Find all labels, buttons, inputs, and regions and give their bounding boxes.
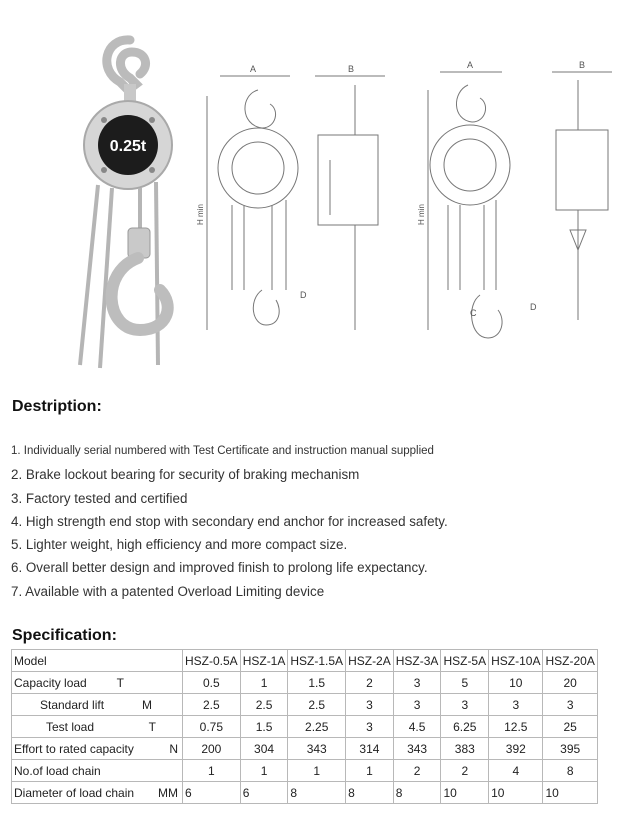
table-cell: 1: [240, 672, 288, 694]
table-cell: 2.5: [183, 694, 241, 716]
table-cell: 6.25: [441, 716, 489, 738]
list-item: 5. Lighter weight, high efficiency and more compact size.: [11, 537, 348, 553]
table-cell: 343: [288, 738, 346, 760]
drawing-side-view-2: [552, 60, 612, 320]
table-cell: 10: [489, 672, 543, 694]
header-model: HSZ-2A: [346, 650, 394, 672]
table-row: [12, 694, 598, 716]
row-label-text: Standard lift: [40, 697, 105, 712]
table-cell: 8: [346, 782, 394, 804]
product-photo: [80, 40, 172, 368]
row-label-text: No.of load chain: [14, 763, 101, 778]
table-cell: 6: [183, 782, 241, 804]
header-model: HSZ-20A: [543, 650, 597, 672]
table-cell: 2: [393, 760, 441, 782]
table-cell: 2: [441, 760, 489, 782]
table-cell: 1: [288, 760, 346, 782]
header-label: Model: [12, 650, 183, 672]
table-cell: 3: [543, 694, 597, 716]
table-cell: 304: [240, 738, 288, 760]
specification-heading: Specification:: [12, 627, 117, 644]
table-cell: 2.5: [288, 694, 346, 716]
list-item: 2. Brake lockout bearing for security of braking mechanism: [11, 467, 360, 483]
row-label: [12, 672, 183, 694]
product-figures: [0, 0, 622, 380]
table-cell: 1: [183, 760, 241, 782]
table-cell: 392: [489, 738, 543, 760]
table-cell: 200: [183, 738, 241, 760]
table-cell: 3: [393, 694, 441, 716]
table-row: [12, 782, 598, 804]
dim-label-a-1: A: [249, 64, 257, 74]
row-unit: MM: [158, 785, 178, 800]
table-cell: 10: [489, 782, 543, 804]
table-cell: 4: [489, 760, 543, 782]
table-cell: 10: [441, 782, 489, 804]
header-model: HSZ-1.5A: [288, 650, 346, 672]
dim-label-a-2: A: [466, 60, 474, 70]
table-cell: 6: [240, 782, 288, 804]
table-cell: 3: [441, 694, 489, 716]
list-item: 6. Overall better design and improved finish to prolong life expectancy.: [11, 560, 428, 576]
table-cell: 4.5: [393, 716, 441, 738]
row-unit: T: [148, 719, 156, 734]
table-cell: 12.5: [489, 716, 543, 738]
table-row: [12, 760, 598, 782]
row-label-text: Diameter of load chain: [14, 785, 135, 800]
table-cell: 1: [240, 760, 288, 782]
table-cell: 3: [346, 716, 394, 738]
dim-label-d-2: D: [530, 302, 537, 312]
dim-label-b-1: B: [347, 64, 355, 74]
list-item: 7. Available with a patented Overload Limiting device: [11, 583, 325, 599]
table-cell: 3: [346, 694, 394, 716]
header-model: HSZ-1A: [240, 650, 288, 672]
table-cell: 8: [393, 782, 441, 804]
row-label: [12, 738, 183, 760]
table-cell: 25: [543, 716, 597, 738]
list-item: 1. Individually serial numbered with Test Certificate and instruction manual supplied: [11, 445, 434, 457]
drawing-front-view-1: [196, 64, 307, 330]
drawing-side-view-1: [315, 64, 385, 330]
dim-label-h-1: H min: [196, 204, 205, 225]
table-cell: 395: [543, 738, 597, 760]
dim-label-b-2: B: [578, 60, 586, 70]
row-unit: T: [116, 675, 124, 690]
table-row: [12, 738, 598, 760]
table-cell: 5: [441, 672, 489, 694]
table-cell: 383: [441, 738, 489, 760]
capacity-badge: 0.25t: [109, 138, 147, 155]
list-item: 3. Factory tested and certified: [11, 490, 188, 506]
table-cell: 3: [489, 694, 543, 716]
dim-label-d-1: D: [300, 290, 307, 300]
table-cell: 20: [543, 672, 597, 694]
dim-label-h-2: H min: [417, 204, 426, 225]
dim-label-c-2: C: [470, 308, 477, 318]
table-cell: 0.75: [183, 716, 241, 738]
table-cell: 1.5: [288, 672, 346, 694]
table-cell: 2: [346, 672, 394, 694]
table-cell: 8: [543, 760, 597, 782]
description-heading: Destription:: [12, 398, 102, 415]
table-cell: 0.5: [183, 672, 241, 694]
table-cell: 8: [288, 782, 346, 804]
table-cell: 2.5: [240, 694, 288, 716]
table-cell: 314: [346, 738, 394, 760]
specification-table: [11, 649, 598, 804]
row-label: [12, 716, 183, 738]
row-label-text: Capacity load: [14, 675, 87, 690]
table-row: [12, 716, 598, 738]
description-list: [11, 440, 611, 603]
table-row: [12, 672, 598, 694]
table-cell: 2.25: [288, 716, 346, 738]
row-label: [12, 782, 183, 804]
table-header-row: [12, 650, 598, 672]
drawing-front-view-2: [417, 60, 537, 338]
row-label-text: Effort to rated capacity: [14, 741, 134, 756]
table-cell: 10: [543, 782, 597, 804]
row-label: [12, 694, 183, 716]
row-unit: N: [169, 741, 178, 756]
header-model: HSZ-0.5A: [183, 650, 241, 672]
table-cell: 1: [346, 760, 394, 782]
row-unit: M: [142, 697, 152, 712]
row-label-text: Test load: [46, 719, 95, 734]
header-model: HSZ-10A: [489, 650, 543, 672]
header-model: HSZ-3A: [393, 650, 441, 672]
table-cell: 343: [393, 738, 441, 760]
table-cell: 3: [393, 672, 441, 694]
row-label: [12, 760, 183, 782]
header-model: HSZ-5A: [441, 650, 489, 672]
list-item: 4. High strength end stop with secondary end anchor for increased safety.: [11, 513, 448, 529]
table-cell: 1.5: [240, 716, 288, 738]
